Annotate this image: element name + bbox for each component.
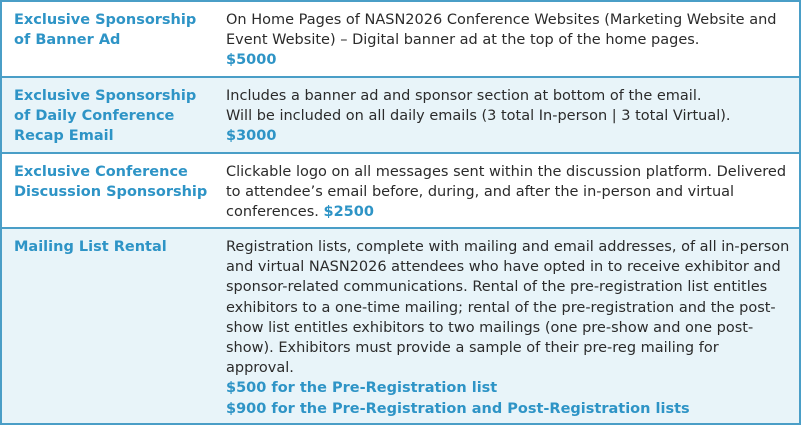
row-description-cell <box>214 77 799 153</box>
row-title-cell <box>2 153 214 228</box>
price-label: $500 for the Pre-Registration list <box>226 380 498 397</box>
item-title: Exclusive Sponsorship of Banner Ad <box>14 12 197 48</box>
price-label: $2500 <box>323 204 374 221</box>
row-title-cell <box>2 77 214 153</box>
item-title: Exclusive Sponsorship of Daily Conference Recap Email <box>14 88 197 144</box>
row-title-cell <box>2 228 214 423</box>
price-label: $3000 <box>226 128 277 145</box>
table-row-discussion-sponsorship <box>2 153 799 228</box>
price-label: $900 for the Pre-Registration and Post-Registration lists <box>226 400 690 417</box>
row-title-cell <box>2 2 214 77</box>
item-title: Exclusive Conference Discussion Sponsorship <box>14 164 208 200</box>
item-title: Mailing List Rental <box>14 239 167 255</box>
row-description-cell <box>214 153 799 228</box>
description-line: Will be included on all daily emails (3 total In-person | 3 total Virtual). <box>226 108 731 125</box>
price-label: $5000 <box>226 52 277 69</box>
row-description-cell <box>214 228 799 423</box>
description-line: Includes a banner ad and sponsor section at bottom of the email. <box>226 88 702 104</box>
table-row-daily-recap-email <box>2 77 799 153</box>
item-description <box>226 10 791 71</box>
sponsorship-table <box>2 2 799 423</box>
item-description <box>226 162 791 223</box>
description-text: Clickable logo on all messages sent within the discussion platform. Delivered to attendee’s email before, during, and after the in-person and virtual conferences. <box>226 164 787 221</box>
description-text: Registration lists, complete with mailing and email addresses, of all in-person and virtual NASN2026 attendees who have opted in to receive exhibitor and sponsor-related communications. Rental of the pre-registration list entitles exhibitors to a one-time mailing; rental of the pre-registration and the post-show list entitles exhibitors to two mailings (one pre-show and one post-show). Exhibitors must provide a sample of their pre-reg mailing for approval. <box>226 239 790 377</box>
table-row-banner-ad <box>2 2 799 77</box>
table-row-mailing-list-rental <box>2 228 799 423</box>
item-description <box>226 86 791 147</box>
item-description <box>226 237 791 419</box>
description-text: On Home Pages of NASN2026 Conference Websites (Marketing Website and Event Website) – Digital banner ad at the top of the home pages. <box>226 12 777 49</box>
row-description-cell <box>214 2 799 77</box>
